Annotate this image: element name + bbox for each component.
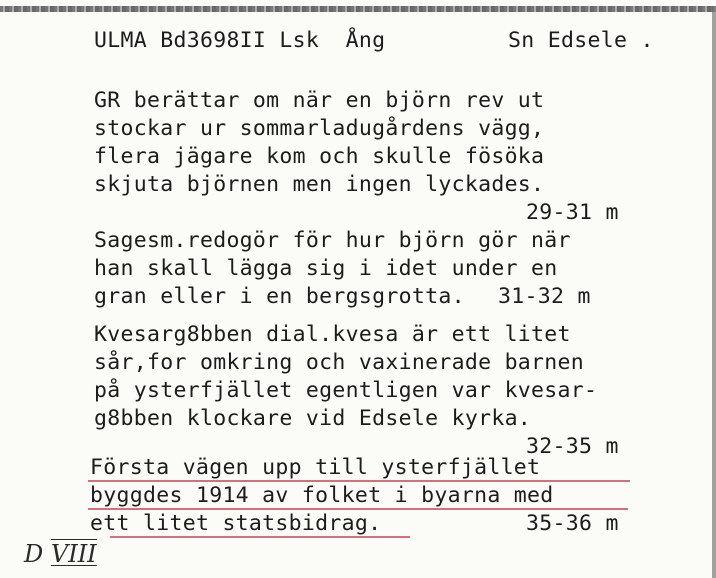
text-line: Sagesm.redogör för hur björn gör när bbox=[94, 228, 571, 253]
text-line: GR berättar om när en björn rev ut bbox=[94, 88, 545, 113]
text-line: g8bben klockare vid Edsele kyrka. bbox=[94, 406, 532, 431]
text-line: byggdes 1914 av folket i byarna med bbox=[90, 483, 554, 508]
text-line: skjuta björnen men ingen lyckades. bbox=[94, 172, 545, 197]
handwritten-mark bbox=[24, 540, 97, 568]
red-underline bbox=[110, 536, 410, 538]
page-reference: 32-35 m bbox=[526, 434, 619, 459]
card-top-edge bbox=[0, 6, 716, 12]
red-underline bbox=[88, 480, 630, 482]
page-reference: 31-32 m bbox=[498, 284, 591, 309]
handwritten-roman-numeral: VIII bbox=[50, 540, 97, 568]
archive-reference: ULMA Bd3698II Lsk Ång bbox=[94, 28, 386, 53]
text-line: stockar ur sommarladugårdens vägg, bbox=[94, 116, 545, 141]
text-line: sår,for omkring och vaxinerade barnen bbox=[94, 350, 585, 375]
text-line: gran eller i en bergsgrotta. bbox=[94, 284, 465, 309]
page-reference: 29-31 m bbox=[526, 200, 619, 225]
red-underline bbox=[88, 508, 628, 510]
text-line: på ysterfjället egentligen var kvesar- bbox=[94, 378, 598, 403]
text-line: flera jägare kom och skulle fösöka bbox=[94, 144, 545, 169]
page-reference: 35-36 m bbox=[526, 511, 619, 536]
text-line: Första vägen upp till ysterfjället bbox=[90, 455, 541, 480]
card-right-edge bbox=[712, 6, 716, 578]
text-line: han skall lägga sig i idet under en bbox=[94, 256, 558, 281]
text-line: ett litet statsbidrag. bbox=[90, 511, 382, 536]
parish-name: Sn Edsele . bbox=[508, 28, 654, 53]
handwritten-letter: D bbox=[24, 540, 44, 568]
text-line: Kvesarg8bben dial.kvesa är ett litet bbox=[94, 322, 571, 347]
